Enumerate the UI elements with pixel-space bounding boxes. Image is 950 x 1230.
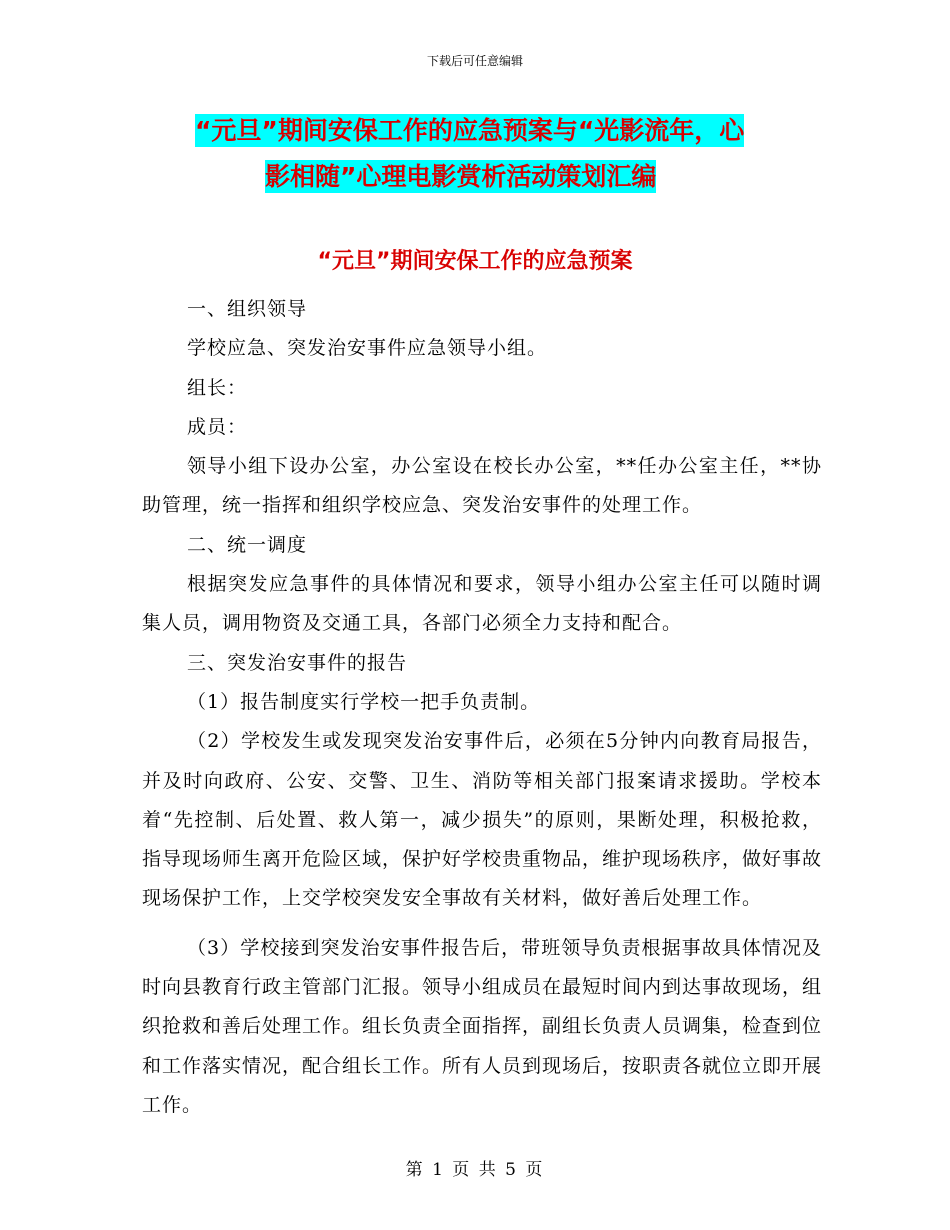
document-title-text-2: 影相随”心理电影赏析活动策划汇编 [265, 162, 657, 191]
document-title-text-1: “元旦”期间安保工作的应急预案与“光影流年，心 [195, 116, 745, 145]
section-title: “元旦”期间安保工作的应急预案 [317, 249, 633, 274]
header-note: 下载后可任意编辑 [426, 54, 523, 68]
document-body [142, 290, 822, 1125]
paragraph-office: 领导小组下设办公室，办公室设在校长办公室，**任办公室主任，**协助管理，统一指挥和组织学校应急、突发治安事件的处理工作。 [142, 455, 822, 517]
paragraph-leadership-group: 学校应急、突发治安事件应急领导小组。 [187, 337, 548, 360]
document-title-line-1 [0, 108, 950, 154]
paragraph-dispatch-heading: 二、统一调度 [187, 533, 308, 556]
paragraph-report-2: （2）学校发生或发现突发治安事件后，必须在5分钟内向教育局报告，并及时向政府、公安、交警、卫生、消防等相关部门报案请求援助。学校本着“先控制、后处置、救人第一，减少损失”的原则，果断处理，积极抢救，指导现场师生离开危险区域，保护好学校贵重物品，维护现场秩序，做好事故现场保护工作，上交学校突发安全事故有关材料，做好善后处理工作。 [142, 730, 823, 910]
paragraph-group-leader: 组长： [187, 376, 248, 399]
paragraph-report-3: （3）学校接到突发治安事件报告后，带班领导负责根据事故具体情况及时向县教育行政主管部门汇报。领导小组成员在最短时间内到达事故现场，组织抢救和善后处理工作。组长负责全面指挥，副组长负责人员调集，检查到位和工作落实情况，配合组长工作。所有人员到现场后，按职责各就位立即开展工作。 [142, 936, 823, 1116]
paragraph-org-leadership-heading: 一、组织领导 [187, 298, 308, 320]
page-footer: 第 1 页 共 5 页 [405, 1160, 545, 1180]
paragraph-dispatch: 根据突发应急事件的具体情况和要求，领导小组办公室主任可以随时调集人员，调用物资及交通工具，各部门必须全力支持和配合。 [142, 573, 822, 635]
document-title-line-2 [0, 154, 950, 200]
paragraph-report-1: （1）报告制度实行学校一把手负责制。 [187, 690, 541, 713]
paragraph-members: 成员： [187, 415, 248, 438]
paragraph-report-heading: 三、突发治安事件的报告 [187, 651, 408, 674]
